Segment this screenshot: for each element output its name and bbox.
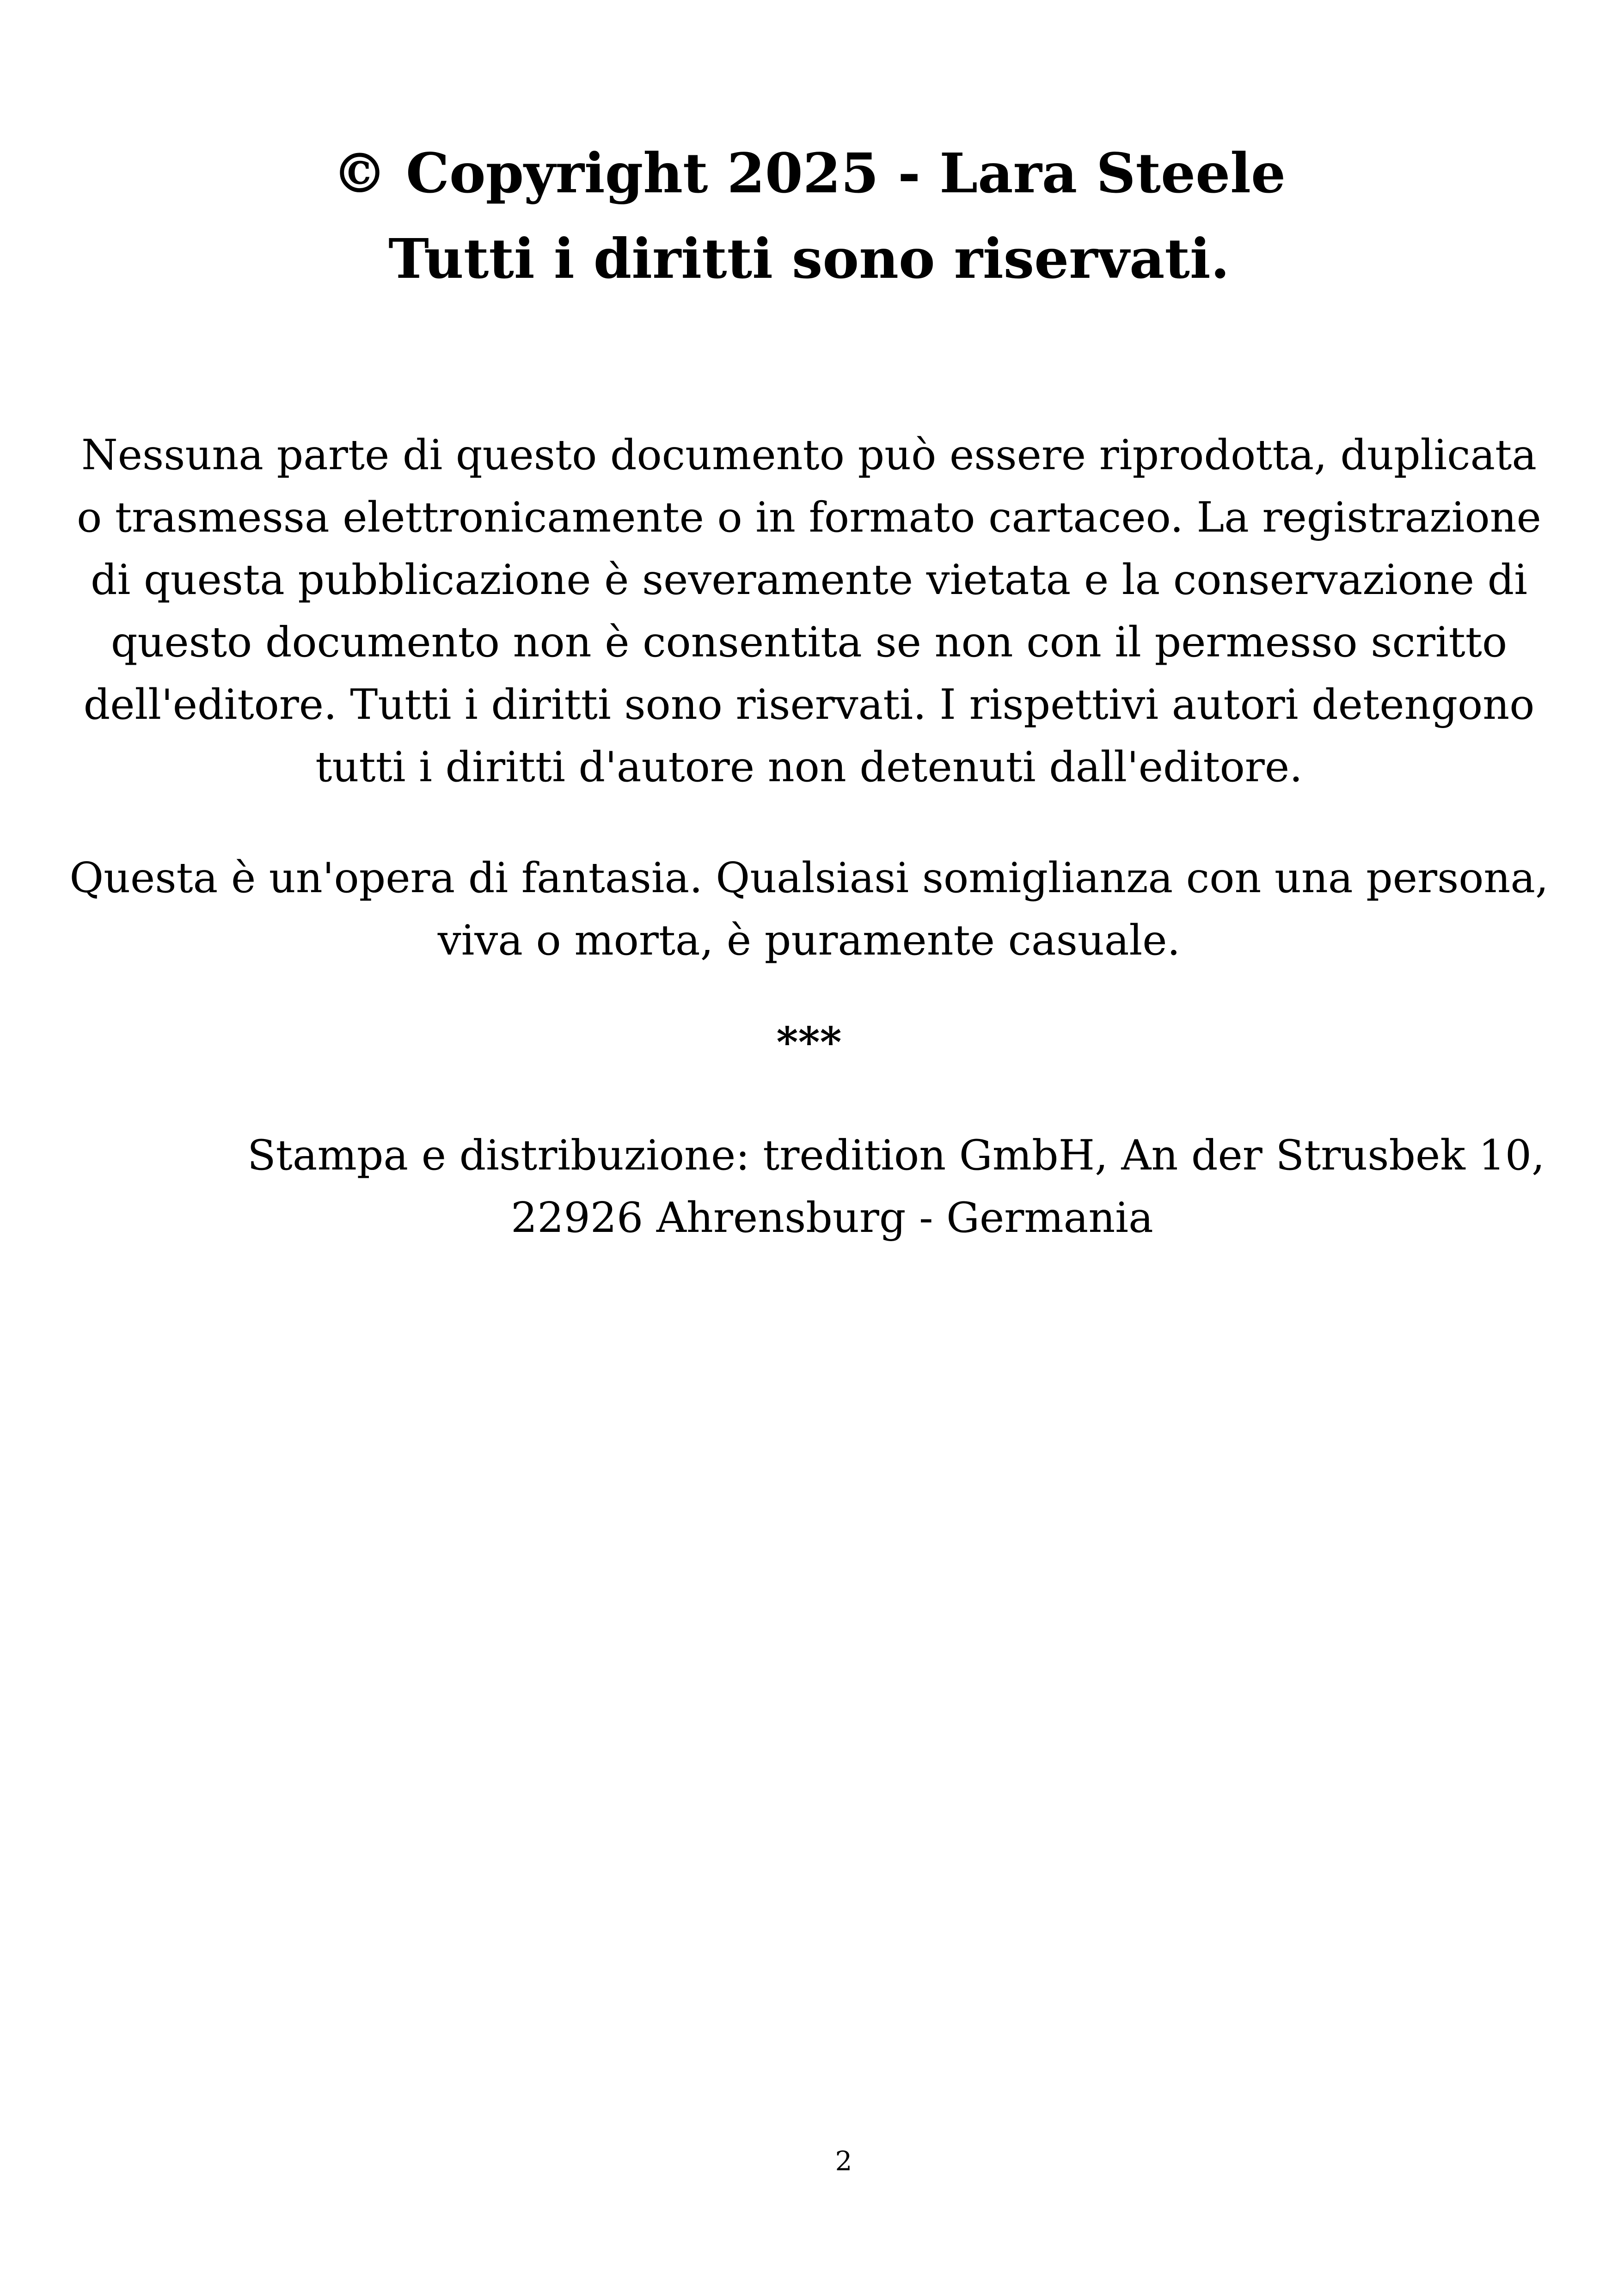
legal-notice-line: dell'editore. Tutti i diritti sono riservati. I rispettivi autori detengono [83,680,1535,729]
legal-notice-line: o trasmessa elettronicamente o in formato cartaceo. La registrazione [77,493,1541,542]
legal-notice-line: tutti i diritti d'autore non detenuti dall'editore. [315,743,1303,791]
imprint-line: 22926 Ahrensburg - Germania [511,1194,1153,1242]
legal-notice-line: Nessuna parte di questo documento può essere riprodotta, duplicata [81,431,1537,479]
section-separator: *** [776,1018,842,1067]
page-number: 2 [835,2145,852,2177]
legal-notice-line: di questa pubblicazione è severamente vietata e la conservazione di [90,556,1528,604]
fiction-disclaimer-line: Questa è un'opera di fantasia. Qualsiasi somiglianza con una persona, [69,854,1549,902]
imprint-line: Stampa e distribuzione: tredition GmbH, An der Strusbek 10, [247,1131,1545,1180]
legal-notice-line: questo documento non è consentita se non con il permesso scritto [110,618,1508,667]
fiction-disclaimer-line: viva o morta, è puramente casuale. [437,916,1181,965]
copyright-title: © Copyright 2025 - Lara Steele [332,141,1286,205]
rights-reserved-title: Tutti i diritti sono riservati. [388,227,1230,291]
